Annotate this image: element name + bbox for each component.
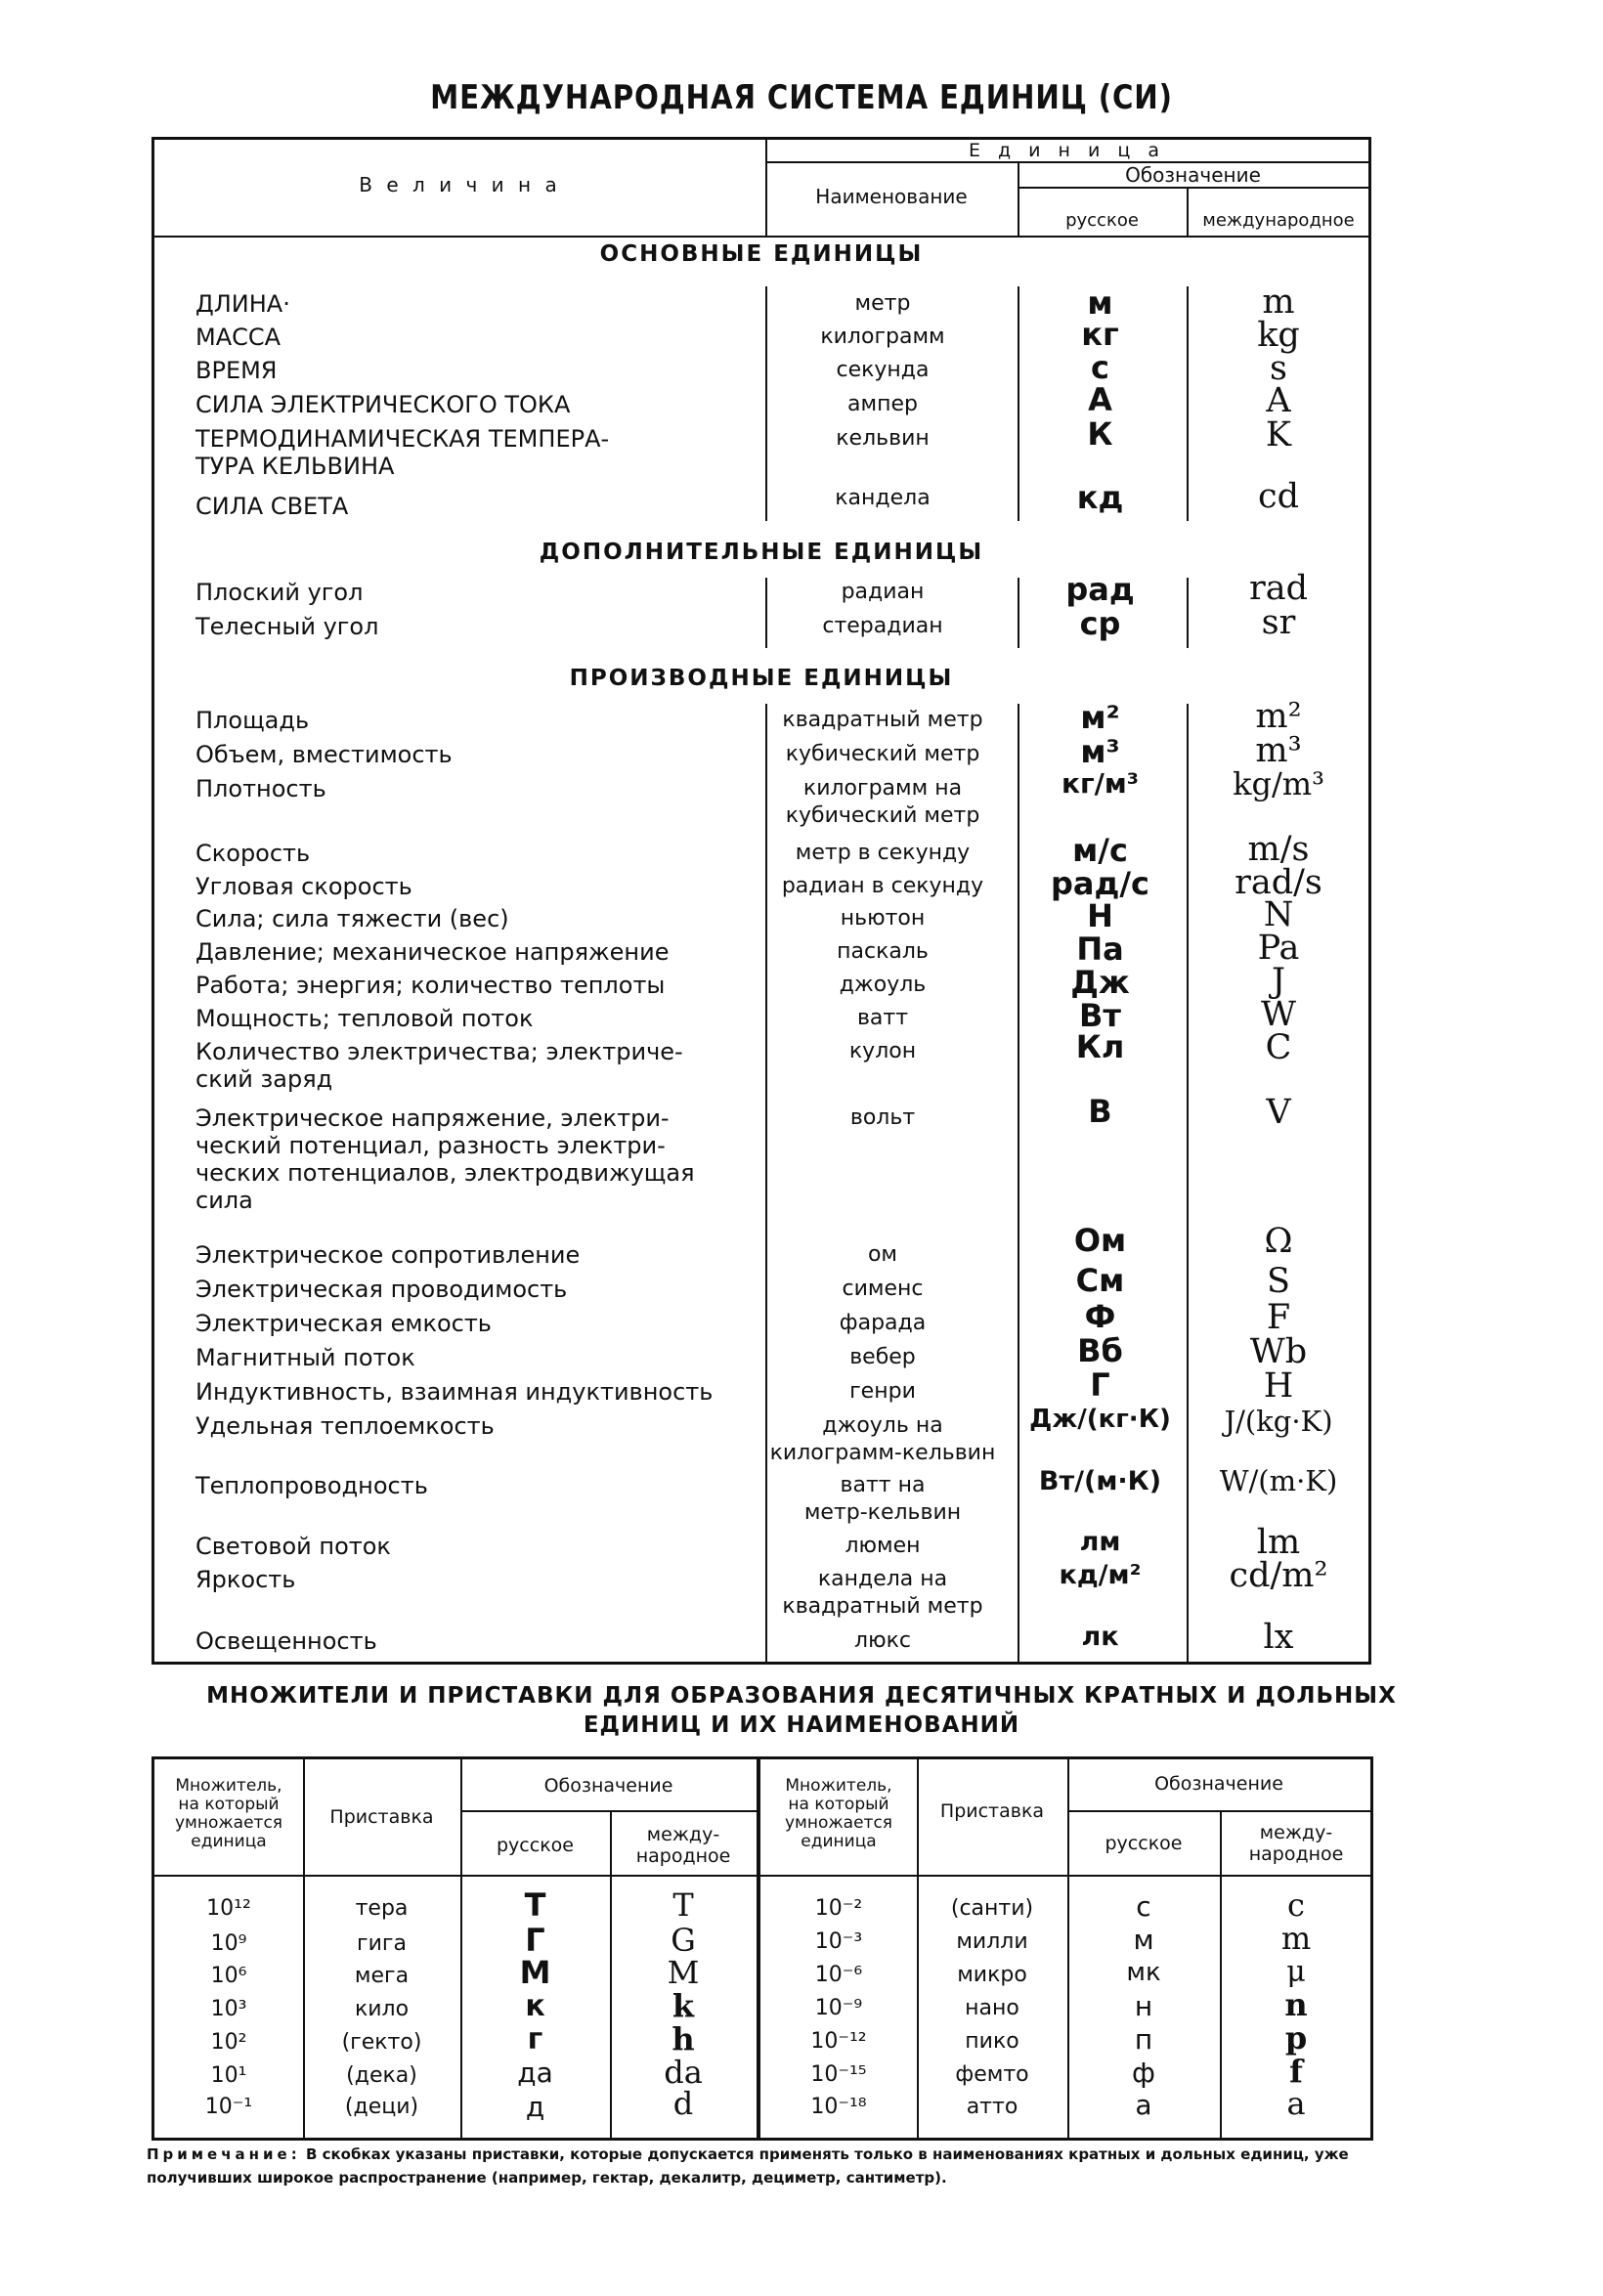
symbol-ru: кг/м³ [1061, 767, 1139, 800]
symbol-ru: ф [1132, 2057, 1155, 2089]
quantity: Удельная теплоемкость [195, 1412, 495, 1440]
prefix-name: тера [355, 1896, 409, 1921]
quantity-line: ческих потенциалов, электродвижущая [195, 1159, 695, 1187]
symbol-ru: лм [1079, 1527, 1121, 1557]
symbol-ru: Ф [1084, 1298, 1116, 1335]
symbol-ru: Дж/(кг·К) [1029, 1405, 1171, 1434]
prefix-name: (дека) [346, 2063, 417, 2088]
unit-name: квадратный метр [782, 708, 983, 732]
quantity [195, 1038, 743, 1093]
multiplier: 10⁻⁹ [814, 1996, 863, 2020]
header-russian: русское [497, 1835, 574, 1856]
unit-name: радиан [841, 580, 925, 604]
symbol-int: m [1280, 1920, 1312, 1957]
symbol-int: S [1267, 1262, 1290, 1301]
footnote-label: Примечание: [147, 2145, 301, 2163]
header-prefix: Приставка [329, 1806, 434, 1828]
symbol-int: Pa [1257, 929, 1300, 968]
header-name: Наименование [815, 185, 968, 208]
prefix-name: пико [965, 2029, 1019, 2054]
symbol-ru: кг [1081, 316, 1119, 353]
unit-name [760, 1566, 1005, 1621]
prefix-name: фемто [955, 2062, 1029, 2087]
prefixes-title-line: ЕДИНИЦ И ИХ НАИМЕНОВАНИЙ [583, 1712, 1020, 1738]
quantity: Электрическая емкость [195, 1310, 492, 1337]
quantity: МАССА [195, 324, 282, 351]
quantity-line: Электрическое напряжение, электри- [195, 1105, 670, 1132]
quantity: Индуктивность, взаимная индуктивность [195, 1378, 714, 1406]
prefix-name: гига [357, 1931, 407, 1956]
prefix-name: атто [966, 2095, 1018, 2119]
header-international: международное [1202, 210, 1355, 231]
header-designation: Обозначение [1154, 1773, 1283, 1795]
quantity: Электрическая проводимость [195, 1276, 568, 1303]
symbol-int: N [1263, 895, 1294, 934]
symbol-int: d [672, 2085, 694, 2122]
symbol-ru: п [1134, 2023, 1153, 2056]
unit-name: радиан в секунду [781, 874, 984, 898]
header-line: народное [1248, 1843, 1344, 1865]
unit-name: метр [854, 291, 911, 316]
unit-name-line: ватт на [840, 1473, 926, 1497]
symbol-int: f [1289, 2053, 1303, 2090]
quantity: Освещенность [195, 1627, 377, 1655]
unit-name: ньютон [840, 906, 926, 931]
symbol-int: W [1261, 995, 1296, 1034]
symbol-int: p [1284, 2019, 1308, 2057]
symbol-ru: м/с [1072, 832, 1128, 869]
si-units-table [152, 137, 1371, 1665]
symbol-int: rad [1248, 569, 1308, 608]
unit-name: фарада [839, 1311, 927, 1335]
quantity: Световой поток [195, 1533, 391, 1560]
header-international [1222, 1822, 1370, 1865]
quantity: Магнитный поток [195, 1344, 415, 1371]
quantity: ДЛИНА· [195, 290, 290, 318]
symbol-int: m [1262, 282, 1295, 322]
symbol-ru: рад [1065, 571, 1135, 608]
unit-name: стерадиан [822, 614, 943, 638]
symbol-int: cd/m² [1229, 1556, 1328, 1595]
quantity: Плотность [195, 775, 326, 802]
header-line: народное [635, 1845, 731, 1867]
symbol-ru: В [1088, 1093, 1112, 1130]
symbol-int: rad/s [1235, 863, 1322, 902]
quantity: ВРЕМЯ [195, 357, 278, 384]
header-line: единица [801, 1832, 877, 1851]
symbol-int: Wb [1249, 1332, 1308, 1371]
symbol-int: μ [1286, 1955, 1306, 1989]
symbol-int: m/s [1247, 830, 1310, 869]
multiplier: 10⁻¹² [810, 2029, 867, 2054]
symbol-ru: м [1087, 284, 1113, 322]
symbol-ru: лк [1081, 1622, 1119, 1652]
multiplier: 10⁶ [210, 1964, 247, 1988]
symbol-int: kg/m³ [1233, 765, 1324, 802]
header-line: Множитель, [175, 1776, 282, 1796]
symbol-ru: с [1091, 349, 1109, 386]
symbol-ru: Г [1090, 1366, 1110, 1404]
symbol-ru: Н [1087, 897, 1113, 934]
quantity-line: ТЕРМОДИНАМИЧЕСКАЯ ТЕМПЕРА- [195, 425, 610, 453]
symbol-ru: к [525, 1989, 545, 2023]
unit-name-line: кандела на [817, 1567, 948, 1591]
multiplier: 10⁻¹ [204, 2095, 253, 2119]
multiplier: 10² [210, 2030, 247, 2055]
unit-name: люмен [845, 1534, 921, 1558]
symbol-int: da [664, 2054, 703, 2091]
header-line: между- [646, 1824, 720, 1845]
symbol-ru: Вт [1079, 997, 1121, 1034]
unit-name: сименс [842, 1277, 924, 1301]
prefix-name: (гекто) [341, 2030, 422, 2055]
symbol-int: lx [1263, 1618, 1294, 1657]
quantity: Сила; сила тяжести (вес) [195, 905, 509, 932]
prefix-name: нано [965, 1996, 1019, 2020]
symbol-int: J [1271, 962, 1286, 1001]
quantity: СИЛА ЭЛЕКТРИЧЕСКОГО ТОКА [195, 391, 571, 418]
symbol-ru: Вб [1077, 1332, 1123, 1369]
multiplier: 10⁻² [814, 1896, 863, 1921]
footnote-text: В скобках указаны приставки, которые допускается применять только в наименованиях кратных и дольных единиц, уже получивших широкое распространение (например, гектар, декалитр, дециметр, сантиметр). [147, 2145, 1349, 2187]
multiplier: 10⁹ [210, 1931, 247, 1956]
unit-name: ампер [847, 392, 918, 416]
symbol-int: cd [1257, 477, 1299, 516]
symbol-int: H [1263, 1366, 1294, 1406]
symbol-ru: А [1088, 381, 1112, 418]
symbol-int: J/(kg·K) [1224, 1405, 1333, 1438]
quantity: Мощность; тепловой поток [195, 1005, 534, 1032]
page-title: МЕЖДУНАРОДНАЯ СИСТЕМА ЕДИНИЦ (СИ) [430, 78, 1173, 117]
unit-name-line: кубический метр [785, 803, 980, 828]
header-line: на который [178, 1795, 280, 1814]
quantity-line: сила [195, 1187, 253, 1214]
unit-name-line: квадратный метр [782, 1594, 983, 1619]
symbol-ru: с [1136, 1890, 1151, 1923]
section-derived: ПРОИЗВОДНЫЕ ЕДИНИЦЫ [569, 666, 954, 691]
quantity: Скорость [195, 840, 311, 867]
symbol-ru: Ом [1073, 1222, 1127, 1259]
quantity-line: ческий потенциал, разность электри- [195, 1132, 666, 1159]
symbol-int: T [672, 1886, 694, 1924]
unit-name: килограмм [820, 325, 945, 349]
prefix-name: кило [354, 1997, 410, 2021]
prefix-name: (санти) [950, 1896, 1034, 1921]
unit-name: кельвин [836, 426, 930, 451]
symbol-int: n [1284, 1986, 1308, 2023]
header-quantity: В е л и ч и н а [359, 173, 561, 196]
symbol-int: a [1286, 2085, 1306, 2122]
symbol-ru: ср [1079, 605, 1121, 642]
header-designation: Обозначение [1125, 163, 1261, 187]
quantity-line: Количество электричества; электриче- [195, 1038, 683, 1065]
symbol-ru: м³ [1080, 733, 1120, 770]
header-russian: русское [1105, 1833, 1183, 1854]
symbol-ru: мк [1126, 1958, 1161, 1987]
symbol-int: k [672, 1987, 695, 2024]
symbol-int: V [1266, 1093, 1291, 1132]
symbol-ru: Дж [1070, 964, 1130, 1001]
symbol-ru: кд/м² [1059, 1560, 1142, 1590]
symbol-ru: рад/с [1051, 865, 1149, 902]
symbol-int: G [671, 1922, 696, 1959]
quantity [195, 425, 743, 480]
symbol-ru: К [1087, 415, 1113, 453]
multiplier: 10⁻⁶ [814, 1963, 863, 1987]
prefixes-title-line: МНОЖИТЕЛИ И ПРИСТАВКИ ДЛЯ ОБРАЗОВАНИЯ ДЕСЯТИЧНЫХ КРАТНЫХ И ДОЛЬНЫХ [206, 1683, 1397, 1709]
unit-name: вебер [849, 1345, 916, 1369]
unit-name: кандела [835, 486, 931, 510]
header-line: умножается [784, 1813, 893, 1833]
unit-name: джоуль [839, 973, 927, 997]
quantity: Объем, вместимость [195, 741, 453, 768]
unit-name-line: метр-кельвин [803, 1500, 962, 1525]
symbol-ru: м² [1080, 699, 1120, 736]
unit-name: метр в секунду [795, 841, 971, 865]
multiplier: 10⁻¹⁵ [810, 2062, 867, 2087]
symbol-ru: См [1075, 1262, 1125, 1299]
header-international [610, 1824, 757, 1867]
quantity: Давление; механическое напряжение [195, 938, 670, 966]
multiplier: 10¹ [210, 2063, 247, 2088]
symbol-int: Ω [1264, 1222, 1293, 1261]
header-prefix: Приставка [939, 1800, 1045, 1822]
header-line: единица [191, 1832, 267, 1851]
header-russian: русское [1065, 210, 1139, 231]
unit-name: люкс [854, 1628, 911, 1653]
unit-name: ватт [856, 1006, 909, 1030]
symbol-int: c [1287, 1886, 1305, 1924]
unit-name: паскаль [837, 939, 929, 964]
multiplier: 10³ [210, 1997, 247, 2021]
quantity: Плоский угол [195, 579, 364, 606]
symbol-ru: Па [1076, 931, 1124, 968]
symbol-ru: да [517, 2057, 553, 2089]
prefix-name: милли [956, 1929, 1028, 1954]
symbol-int: A [1266, 381, 1291, 420]
quantity: СИЛА СВЕТА [195, 493, 349, 520]
section-base: ОСНОВНЫЕ ЕДИНИЦЫ [599, 241, 924, 267]
symbol-ru: Вт/(м·К) [1038, 1466, 1162, 1496]
symbol-int: m² [1255, 697, 1302, 736]
multiplier: 10⁻³ [814, 1929, 863, 1954]
footnote [147, 2143, 1368, 2189]
header-line: Множитель, [785, 1776, 892, 1796]
multiplier: 10⁻¹⁸ [810, 2095, 867, 2119]
quantity: Угловая скорость [195, 873, 412, 900]
prefixes-table [152, 1756, 1373, 2141]
symbol-ru: д [525, 2091, 545, 2123]
quantity: Электрическое сопротивление [195, 1241, 581, 1269]
quantity: Телесный угол [195, 613, 379, 640]
symbol-int: K [1265, 415, 1292, 455]
symbol-ru: Г [525, 1922, 545, 1959]
symbol-int: C [1265, 1028, 1292, 1067]
unit-name: кубический метр [785, 742, 980, 766]
header-multiplier [154, 1777, 303, 1851]
unit-name [760, 1412, 1005, 1467]
quantity: Теплопроводность [195, 1472, 428, 1499]
symbol-int: m³ [1255, 731, 1302, 770]
symbol-ru: н [1134, 1990, 1153, 2022]
unit-name: секунда [836, 358, 930, 382]
unit-name: ом [867, 1242, 898, 1267]
header-designation: Обозначение [543, 1775, 673, 1797]
symbol-int: W/(m·K) [1219, 1464, 1338, 1497]
symbol-int: s [1270, 349, 1287, 388]
multiplier: 10¹² [206, 1896, 251, 1921]
symbol-ru: Т [524, 1886, 546, 1924]
symbol-ru: М [519, 1954, 551, 1991]
symbol-int: h [672, 2020, 695, 2058]
prefix-name: микро [957, 1963, 1027, 1987]
header-line: между- [1259, 1822, 1333, 1843]
header-unit: Е д и н и ц а [968, 140, 1166, 161]
header-line: на который [788, 1795, 889, 1814]
prefix-name: мега [354, 1964, 410, 1988]
quantity [195, 1105, 743, 1214]
prefixes-title [0, 1681, 1603, 1740]
header-line: умножается [174, 1813, 283, 1833]
quantity: Яркость [195, 1566, 296, 1593]
unit-name [760, 775, 1005, 830]
symbol-int: F [1266, 1298, 1291, 1337]
unit-name: вольт [849, 1105, 916, 1130]
symbol-int: M [667, 1954, 700, 1991]
quantity-line: ТУРА КЕЛЬВИНА [195, 453, 395, 480]
symbol-int: kg [1257, 316, 1300, 355]
symbol-ru: а [1135, 2089, 1152, 2121]
header-multiplier [760, 1777, 917, 1851]
unit-name: генри [849, 1379, 916, 1404]
symbol-ru: Кл [1075, 1028, 1125, 1065]
symbol-int: sr [1261, 603, 1296, 642]
unit-name [760, 1472, 1005, 1527]
prefix-name: (деци) [344, 2095, 419, 2119]
quantity: Площадь [195, 707, 310, 734]
quantity: Работа; энергия; количество теплоты [195, 972, 666, 999]
unit-name-line: килограмм на [802, 776, 963, 801]
symbol-int: lm [1256, 1523, 1301, 1562]
unit-name-line: джоуль на [822, 1413, 943, 1438]
unit-name: кулон [848, 1039, 917, 1063]
section-supplementary: ДОПОЛНИТЕЛЬНЫЕ ЕДИНИЦЫ [539, 540, 984, 565]
quantity-line: ский заряд [195, 1065, 333, 1093]
symbol-ru: м [1133, 1924, 1154, 1956]
symbol-ru: кд [1076, 479, 1124, 516]
unit-name-line: килограмм-кельвин [769, 1441, 996, 1465]
symbol-ru: г [527, 2022, 543, 2057]
